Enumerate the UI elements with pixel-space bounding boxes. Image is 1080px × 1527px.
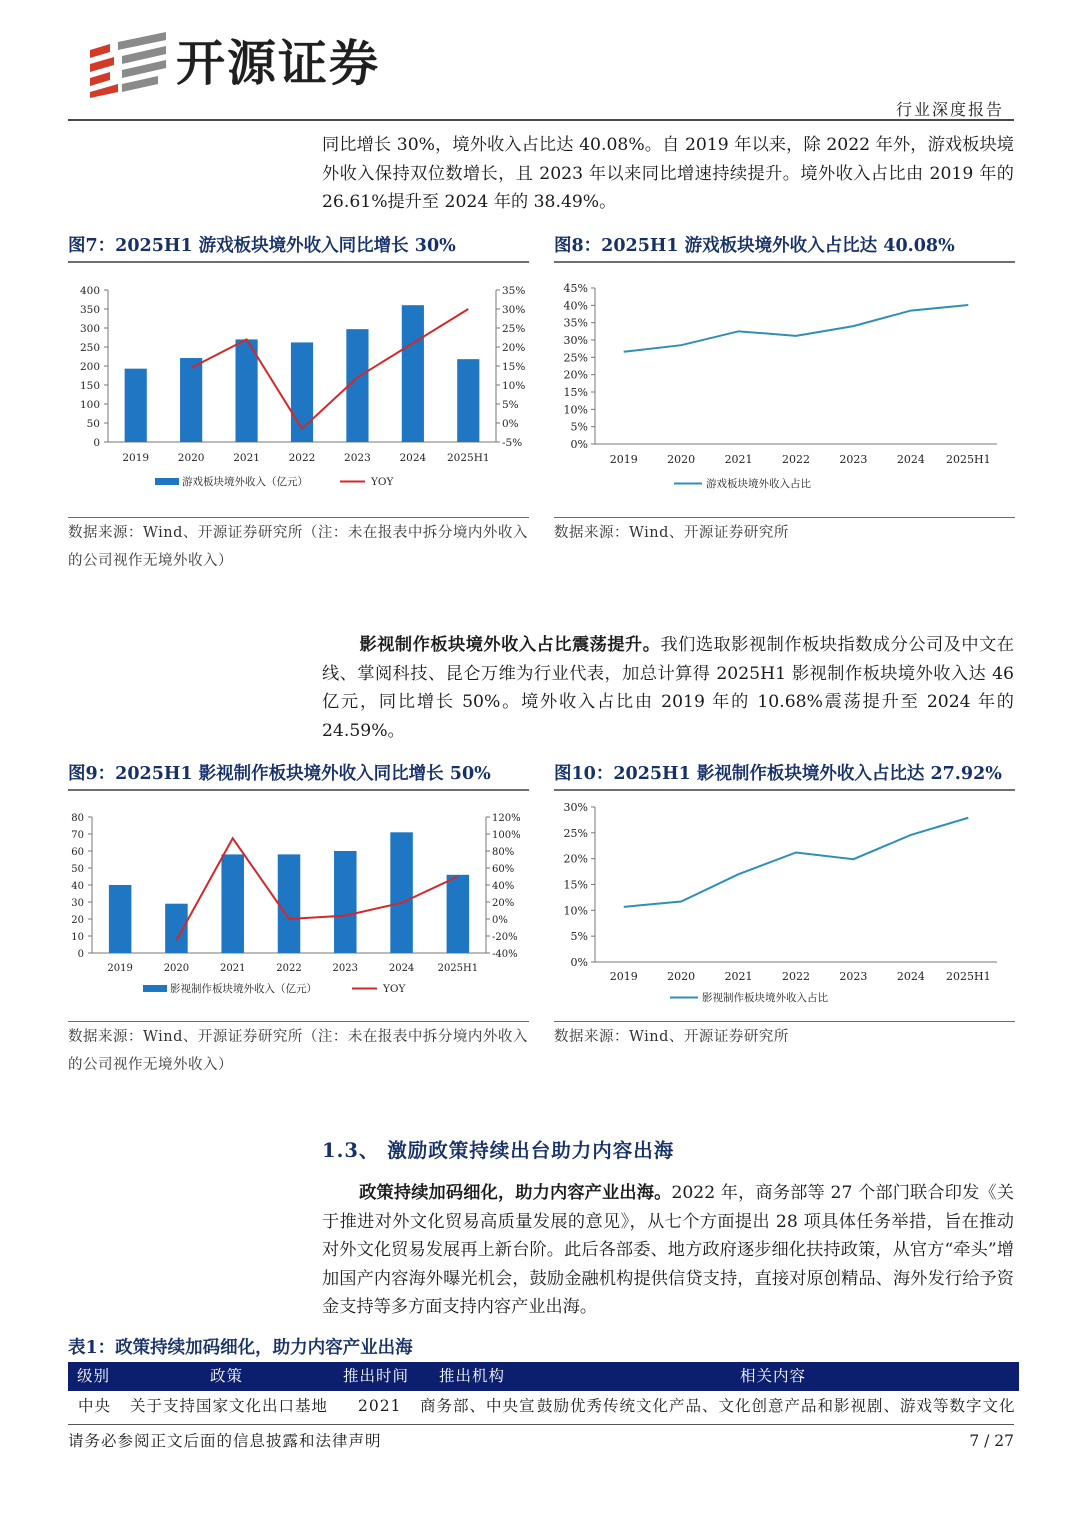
y2-tick-label: 20% <box>502 342 526 354</box>
bar <box>180 358 202 442</box>
y-tick-label: 10% <box>563 403 588 417</box>
y-tick-label: 5% <box>570 930 588 944</box>
bar <box>109 885 132 953</box>
y2-tick-label: -20% <box>492 932 518 943</box>
y2-tick-label: 10% <box>502 380 526 392</box>
x-tick-label: 2021 <box>219 963 246 974</box>
y-tick-label: 30 <box>71 898 84 909</box>
y-tick-label: 45% <box>563 282 588 295</box>
y2-tick-label: 20% <box>492 898 515 909</box>
y2-tick-label: 15% <box>502 361 526 373</box>
series-line <box>624 305 969 352</box>
paragraph-3-lead: 政策持续加码细化，助力内容产业出海。 <box>359 1183 672 1203</box>
figure-10-top-rule <box>554 789 1015 791</box>
x-tick-label: 2023 <box>332 963 359 974</box>
x-tick-label: 2019 <box>122 452 150 464</box>
figure-9-chart <box>68 794 529 1018</box>
x-tick-label: 2021 <box>724 970 753 983</box>
figure-9-bottom-rule <box>68 1021 529 1022</box>
table-1-title: 表1：政策持续加码细化，助力内容产业出海 <box>68 1338 413 1358</box>
y2-tick-label: 25% <box>502 323 526 335</box>
x-tick-label: 2024 <box>896 970 925 983</box>
y-tick-label: 35% <box>563 316 588 330</box>
y-tick-label: 15% <box>563 878 588 892</box>
x-tick-label: 2022 <box>782 970 810 983</box>
x-tick-label: 2022 <box>276 963 302 974</box>
figure-7-source: 数据来源：Wind、开源证券研究所（注：未在报表中拆分境内外收入的公司视作无境外收入） <box>68 525 528 569</box>
y-tick-label: 5% <box>570 420 588 434</box>
bar <box>278 854 301 953</box>
paragraph-3-text: 2022 年，商务部等 27 个部门联合印发《关于推进对外文化贸易高质量发展的意见》，从七个方面提出 28 项具体任务举措，旨在推动对外文化贸易发展再上新台阶。此后各部委、地方政府逐步细化扶持政策，从官方“牵头”增加国产内容海外曝光机会，鼓励金融机构提供信贷支持，直接对原创精品、海外发行给予资金支持等多方面支持内容产业出海。 <box>322 1183 1014 1317</box>
y2-tick-label: 35% <box>502 285 526 297</box>
paragraph-2-lead: 影视制作板块境外收入占比震荡提升。 <box>359 635 661 655</box>
company-logo-text: 开源证券 <box>176 35 381 92</box>
y-tick-label: 10 <box>71 932 84 943</box>
report-type-label: 行业深度报告 <box>895 100 1004 119</box>
x-tick-label: 2020 <box>163 963 190 974</box>
y-tick-label: 70 <box>71 830 84 841</box>
y-tick-label: 0% <box>570 438 588 451</box>
y-tick-label: 30% <box>563 801 588 814</box>
y2-tick-label: 100% <box>492 830 521 841</box>
bar <box>125 369 147 442</box>
x-tick-label: 2021 <box>724 453 753 466</box>
figure-10-source: 数据来源：Wind、开源证券研究所 <box>554 1029 789 1045</box>
series-line <box>624 818 969 907</box>
figure-7-bottom-rule <box>68 517 529 518</box>
yoy-line <box>191 309 468 429</box>
table-header-policy: 政策 <box>210 1367 244 1385</box>
figure-8-chart <box>554 266 1015 514</box>
legend-bar-label: 影视制作板块境外收入（亿元） <box>170 983 317 995</box>
y-tick-label: 20% <box>563 368 588 382</box>
bar <box>235 339 257 442</box>
y-tick-label: 20% <box>563 852 588 866</box>
x-tick-label: 2025H1 <box>447 452 490 464</box>
table-header-level: 级别 <box>77 1367 111 1385</box>
table-cell-date: 2021 <box>358 1397 402 1415</box>
y-tick-label: 250 <box>79 342 100 354</box>
y-tick-label: 30% <box>563 334 588 347</box>
figure-7-top-rule <box>68 261 529 263</box>
y-tick-label: 20 <box>71 915 84 926</box>
bar <box>334 851 357 953</box>
figure-7-title: 图7：2025H1 游戏板块境外收入同比增长 30% <box>68 236 456 256</box>
table-cell-agency: 商务部、中央宣 <box>420 1397 536 1415</box>
legend-line-label: 影视制作板块境外收入占比 <box>702 992 828 1004</box>
y-tick-label: 100 <box>79 399 100 411</box>
y2-tick-label: 0% <box>502 418 519 430</box>
x-tick-label: 2025H1 <box>437 963 479 974</box>
x-tick-label: 2022 <box>288 452 316 464</box>
y-tick-label: 80 <box>71 813 84 824</box>
figure-8-source: 数据来源：Wind、开源证券研究所 <box>554 525 789 541</box>
header-divider <box>68 119 1014 121</box>
y2-tick-label: 60% <box>492 864 515 875</box>
x-tick-label: 2024 <box>388 963 415 974</box>
y-tick-label: 50 <box>86 418 100 430</box>
y2-tick-label: 40% <box>492 881 515 892</box>
footer-divider <box>68 1424 1014 1425</box>
x-tick-label: 2023 <box>839 453 868 466</box>
x-tick-label: 2023 <box>839 970 868 983</box>
legend-line-label: 游戏板块境外收入占比 <box>706 478 811 490</box>
table-cell-policy: 关于支持国家文化出口基地 <box>130 1397 329 1415</box>
y2-tick-label: 5% <box>502 399 519 411</box>
y-tick-label: 200 <box>79 361 100 373</box>
y-tick-label: 60 <box>71 847 84 858</box>
x-tick-label: 2019 <box>107 963 133 974</box>
section-heading: 1.3、 激励政策持续出台助力内容出海 <box>322 1139 675 1162</box>
bar <box>165 904 188 953</box>
figure-8-top-rule <box>554 261 1015 263</box>
bar <box>221 854 244 953</box>
x-tick-label: 2022 <box>782 453 810 466</box>
y-tick-label: 400 <box>79 285 100 297</box>
legend-bar-swatch <box>143 985 167 992</box>
x-tick-label: 2025H1 <box>945 453 991 466</box>
table-cell-content: 鼓励优秀传统文化产品、文化创意产品和影视剧、游戏等数字文化 <box>537 1397 1016 1415</box>
y-tick-label: 300 <box>79 323 100 335</box>
y-tick-label: 40 <box>71 881 84 892</box>
y-tick-label: 10% <box>563 904 588 918</box>
table-header-content: 相关内容 <box>740 1367 807 1385</box>
y-tick-label: 50 <box>71 864 84 875</box>
yoy-line <box>176 838 457 940</box>
bar <box>402 305 424 442</box>
x-tick-label: 2024 <box>399 452 427 464</box>
bar <box>390 832 413 953</box>
figure-8-title: 图8：2025H1 游戏板块境外收入占比达 40.08% <box>554 236 955 256</box>
legend-line-label: YOY <box>383 983 406 995</box>
paragraph-2-text: 我们选取影视制作板块指数成分公司及中文在线、掌阅科技、昆仑万维为行业代表，加总计算得 2025H1 影视制作板块境外收入达 46 亿元，同比增长 50%。境外收入占比由 2019 年的 10.68%震荡提升至 2024 年的 24.59%。 <box>322 635 1014 741</box>
y2-tick-label: 120% <box>492 813 521 824</box>
table-header-agency: 推出机构 <box>439 1367 506 1385</box>
figure-9-top-rule <box>68 789 529 791</box>
company-logo-icon <box>88 32 170 98</box>
y-tick-label: 25% <box>563 826 588 840</box>
body-paragraph-1: 同比增长 30%，境外收入占比达 40.08%。自 2019 年以来，除 2022 年外，游戏板块境外收入保持双位数增长，且 2023 年以来同比增速持续提升。境外收入占比由 2019 年的 26.61%提升至 2024 年的 38.49%。 <box>322 135 1014 212</box>
figure-8-bottom-rule <box>554 517 1015 518</box>
x-tick-label: 2023 <box>344 452 371 464</box>
y2-tick-label: -40% <box>492 949 518 960</box>
figure-7-chart <box>68 266 529 514</box>
figure-10-bottom-rule <box>554 1021 1015 1022</box>
y-tick-label: 0 <box>77 949 84 960</box>
y-tick-label: 0 <box>93 437 100 449</box>
x-tick-label: 2019 <box>609 970 638 983</box>
x-tick-label: 2020 <box>177 452 205 464</box>
y2-tick-label: 0% <box>492 915 508 926</box>
footer-disclaimer: 请务必参阅正文后面的信息披露和法律声明 <box>68 1432 382 1450</box>
figure-9-source: 数据来源：Wind、开源证券研究所（注：未在报表中拆分境内外收入的公司视作无境外收入） <box>68 1029 528 1073</box>
figure-10-chart <box>554 794 1015 1018</box>
legend-bar-label: 游戏板块境外收入（亿元） <box>182 476 308 488</box>
x-tick-label: 2020 <box>667 970 696 983</box>
x-tick-label: 2024 <box>896 453 925 466</box>
figure-9-title: 图9：2025H1 影视制作板块境外收入同比增长 50% <box>68 764 491 784</box>
y-tick-label: 15% <box>563 386 588 399</box>
y2-tick-label: -5% <box>502 437 523 449</box>
table-header-date: 推出时间 <box>343 1367 410 1385</box>
x-tick-label: 2020 <box>667 453 696 466</box>
y-tick-label: 150 <box>79 380 100 392</box>
body-paragraph-2 <box>322 631 1014 745</box>
x-tick-label: 2025H1 <box>945 970 991 983</box>
body-paragraph-3 <box>322 1179 1014 1322</box>
page-number: 7 / 27 <box>969 1432 1014 1450</box>
table-header-row <box>68 1362 1019 1391</box>
figure-10-title: 图10：2025H1 影视制作板块境外收入占比达 27.92% <box>554 764 1002 784</box>
table-cell-level: 中央 <box>78 1397 112 1415</box>
y2-tick-label: 80% <box>492 847 515 858</box>
bar <box>447 875 470 953</box>
x-tick-label: 2019 <box>609 453 638 466</box>
y-tick-label: 0% <box>570 956 588 969</box>
legend-bar-swatch <box>155 478 179 485</box>
bar <box>457 359 479 442</box>
x-tick-label: 2021 <box>233 452 260 464</box>
y-tick-label: 350 <box>79 304 100 316</box>
y-tick-label: 25% <box>563 351 588 365</box>
legend-line-label: YOY <box>371 476 394 488</box>
y2-tick-label: 30% <box>502 304 526 316</box>
y-tick-label: 40% <box>563 299 588 313</box>
